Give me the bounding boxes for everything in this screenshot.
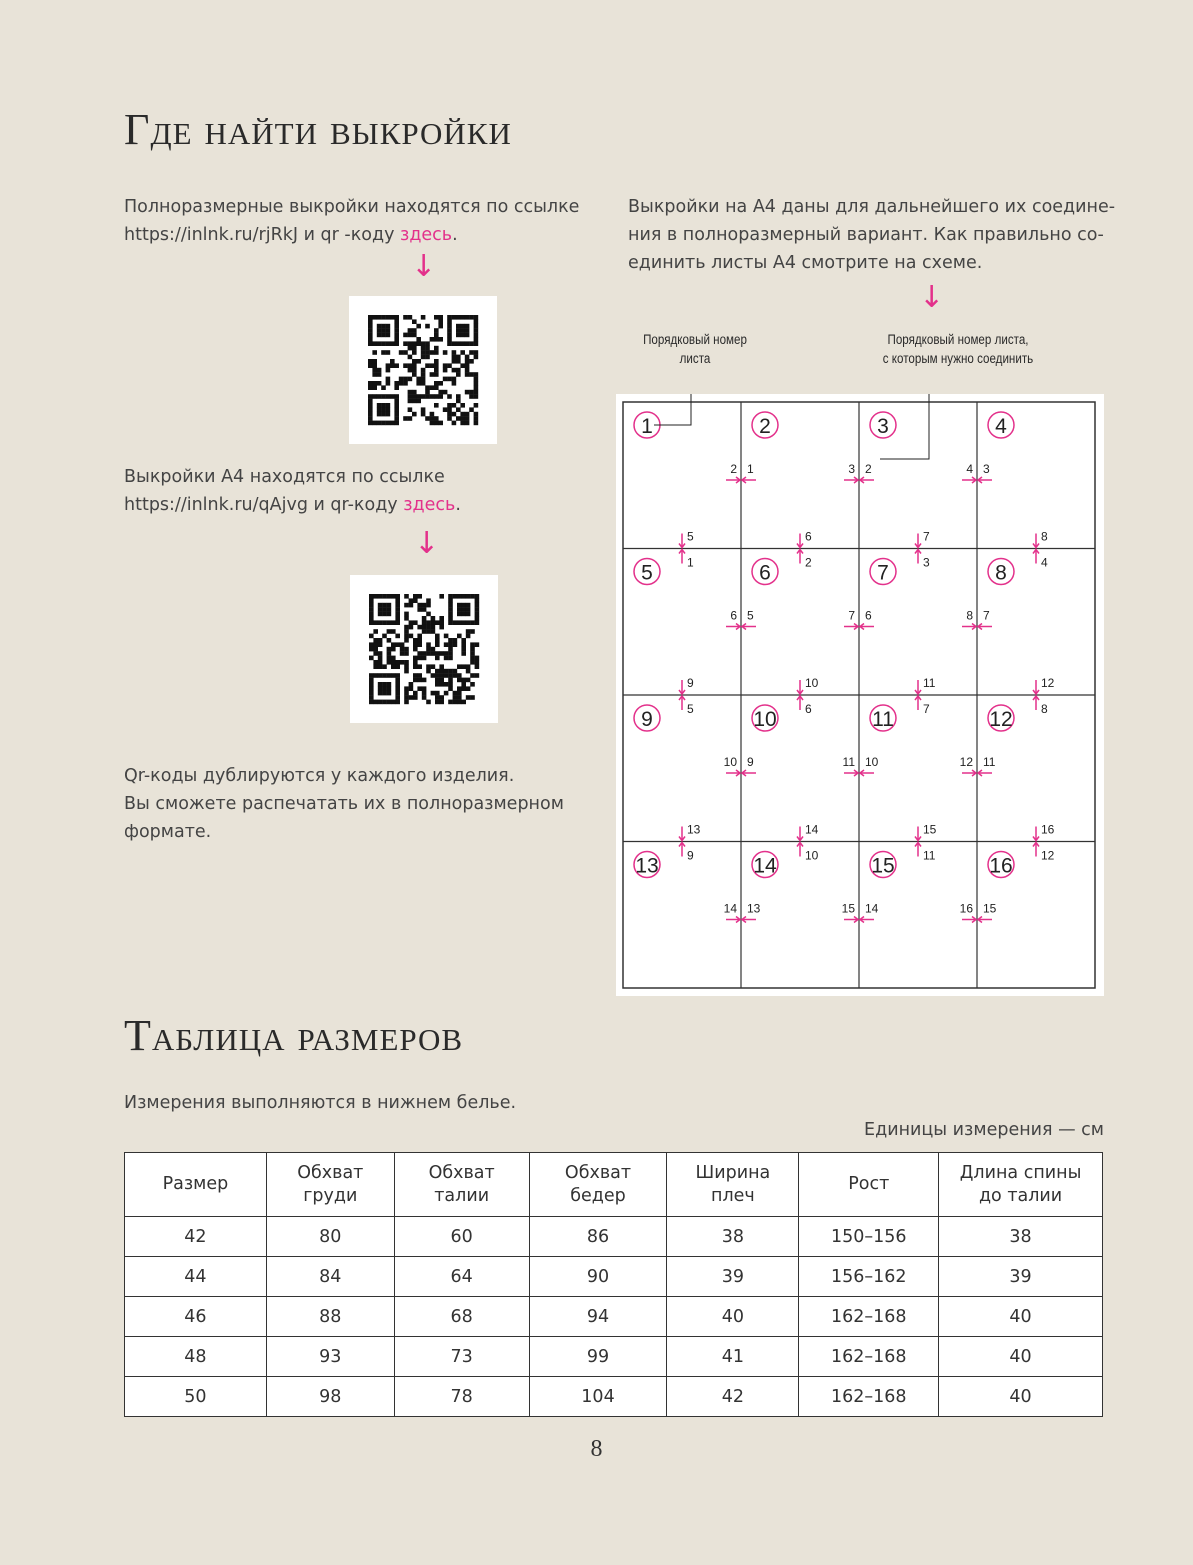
join-label: 8 [1041, 529, 1048, 544]
table-cell: 88 [266, 1297, 394, 1337]
join-label: 10 [723, 755, 737, 769]
a4-description: Выкройки на А4 даны для дальнейшего их соедине- ния в полноразмерный вариант. Как правильно со- единить листы А4 смотрите на схеме. [628, 197, 1116, 273]
join-label: 4 [1041, 555, 1048, 570]
a4-text: Выкройки А4 находятся по ссылке https://inlnk.ru/qAjvg и qr-коду здесь. [124, 463, 461, 519]
join-label: 8 [966, 608, 973, 623]
table-cell: 38 [939, 1217, 1103, 1257]
join-label: 8 [1041, 702, 1048, 716]
table-header-cell: Размер [125, 1153, 267, 1217]
qr-note: Qr-коды дублируются у каждого изделия. Вы сможете распечатать их в полноразмерном формате. [124, 766, 564, 842]
table-cell: 90 [529, 1257, 667, 1297]
table-cell: 98 [266, 1377, 394, 1417]
a4-here-link[interactable]: здесь [403, 495, 456, 515]
down-arrow-icon: ↓ [411, 249, 437, 284]
join-label: 15 [841, 901, 855, 916]
join-label: 6 [805, 702, 812, 716]
join-label: 11 [842, 755, 855, 769]
table-cell: 78 [394, 1377, 529, 1417]
join-label: 13 [687, 822, 701, 837]
table-cell: 44 [125, 1257, 267, 1297]
sheet-number: 14 [753, 854, 777, 878]
table-cell: 42 [667, 1377, 799, 1417]
sheet-number: 4 [995, 415, 1007, 438]
table-cell: 40 [939, 1377, 1103, 1417]
sheet-assembly-diagram [616, 394, 1104, 996]
sheet-number: 8 [995, 561, 1007, 585]
table-header-cell: Длина спины до талии [939, 1153, 1103, 1217]
join-label: 9 [747, 755, 754, 769]
sheet-number: 5 [641, 561, 653, 585]
join-label: 7 [923, 702, 930, 716]
join-label: 11 [983, 755, 996, 769]
table-intro: Измерения выполняются в нижнем белье. [124, 1093, 517, 1113]
sheet-number: 6 [759, 561, 771, 585]
qr-code-icon [350, 575, 498, 723]
down-arrow-icon: ↓ [414, 526, 440, 561]
table-cell: 39 [667, 1257, 799, 1297]
table-cell: 50 [125, 1377, 267, 1417]
sheet-number: 15 [871, 854, 895, 878]
table-row [125, 1297, 1103, 1337]
sheet-number: 16 [989, 854, 1013, 878]
table-cell: 48 [125, 1337, 267, 1377]
table-header-cell: Рост [799, 1153, 939, 1217]
a4-line1: Выкройки А4 находятся по ссылке [124, 467, 445, 487]
sheet-number: 7 [877, 561, 889, 585]
table-cell: 162–168 [799, 1377, 939, 1417]
join-label: 7 [983, 608, 990, 623]
join-label: 3 [923, 555, 930, 570]
join-label: 4 [966, 462, 973, 476]
table-header-cell: Обхват бедер [529, 1153, 667, 1217]
join-label: 10 [865, 755, 879, 769]
join-label: 10 [805, 848, 819, 863]
sheet-number: 10 [753, 708, 777, 731]
join-label: 5 [687, 529, 694, 544]
join-label: 14 [723, 901, 737, 916]
table-cell: 80 [266, 1217, 394, 1257]
join-label: 9 [687, 676, 694, 690]
units-note: Единицы измерения — см [864, 1120, 1104, 1140]
table-header-cell: Обхват груди [266, 1153, 394, 1217]
join-label: 13 [747, 901, 761, 916]
table-row [125, 1257, 1103, 1297]
qr-code-icon [349, 296, 497, 444]
down-arrow-icon: ↓ [919, 280, 945, 315]
sheet-number: 11 [872, 708, 894, 731]
table-cell: 40 [939, 1337, 1103, 1377]
qr-code-a4[interactable] [350, 575, 498, 723]
sheet-number: 3 [877, 415, 889, 438]
table-cell: 40 [939, 1297, 1103, 1337]
join-label: 14 [805, 822, 819, 837]
full-size-here-link[interactable]: здесь [400, 225, 453, 245]
join-label: 16 [959, 901, 973, 916]
join-label: 11 [923, 848, 936, 863]
label-join-sheet: Порядковый номер листа, с которым нужно соединить [882, 332, 1034, 366]
full-size-text: Полноразмерные выкройки находятся по ссылке https://inlnk.ru/rjRkJ и qr -коду здесь. [124, 193, 579, 249]
table-cell: 94 [529, 1297, 667, 1337]
join-label: 7 [923, 529, 930, 544]
table-cell: 60 [394, 1217, 529, 1257]
join-label: 3 [983, 462, 990, 476]
size-table [124, 1152, 1103, 1417]
table-cell: 73 [394, 1337, 529, 1377]
table-header-cell: Обхват талии [394, 1153, 529, 1217]
label-sheet-number: Порядковый номер листа [643, 332, 747, 366]
qr-code-full-size[interactable] [349, 296, 497, 444]
table-cell: 99 [529, 1337, 667, 1377]
table-cell: 38 [667, 1217, 799, 1257]
join-label: 5 [687, 702, 694, 716]
join-label: 5 [747, 608, 754, 623]
table-cell: 40 [667, 1297, 799, 1337]
sheet-number: 13 [635, 854, 659, 878]
join-label: 2 [865, 462, 872, 476]
table-cell: 46 [125, 1297, 267, 1337]
table-cell: 162–168 [799, 1337, 939, 1377]
sheet-number: 9 [641, 708, 653, 731]
join-label: 14 [865, 901, 879, 916]
table-cell: 104 [529, 1377, 667, 1417]
join-label: 12 [1041, 676, 1055, 690]
table-header-row [125, 1153, 1103, 1217]
table-cell: 42 [125, 1217, 267, 1257]
join-label: 6 [805, 529, 812, 544]
join-label: 9 [687, 848, 694, 863]
join-label: 11 [923, 676, 936, 690]
table-cell: 68 [394, 1297, 529, 1337]
join-label: 6 [865, 608, 872, 623]
join-label: 12 [959, 755, 973, 769]
join-label: 12 [1041, 848, 1055, 863]
join-label: 15 [923, 822, 937, 837]
table-cell: 93 [266, 1337, 394, 1377]
table-cell: 162–168 [799, 1297, 939, 1337]
join-label: 10 [805, 676, 819, 690]
join-label: 15 [983, 901, 997, 916]
join-label: 16 [1041, 822, 1055, 837]
table-row [125, 1377, 1103, 1417]
table-cell: 156–162 [799, 1257, 939, 1297]
join-label: 2 [730, 462, 737, 476]
join-label: 1 [687, 555, 694, 570]
size-table-title: Таблица размеров [124, 1011, 464, 1060]
table-cell: 64 [394, 1257, 529, 1297]
table-cell: 39 [939, 1257, 1103, 1297]
join-label: 7 [848, 608, 855, 623]
table-row [125, 1337, 1103, 1377]
table-row [125, 1217, 1103, 1257]
sheet-number: 2 [759, 415, 771, 438]
page-number: 8 [590, 1436, 603, 1462]
table-cell: 84 [266, 1257, 394, 1297]
join-label: 1 [747, 462, 754, 476]
join-label: 6 [730, 608, 737, 623]
table-cell: 150–156 [799, 1217, 939, 1257]
patterns-title: Где найти выкройки [124, 105, 512, 154]
join-label: 3 [848, 462, 855, 476]
sheet-number: 12 [989, 708, 1013, 731]
sheet-number: 1 [641, 415, 653, 438]
table-cell: 41 [667, 1337, 799, 1377]
table-header-cell: Ширина плеч [667, 1153, 799, 1217]
a4-link-text: https://inlnk.ru/qAjvg и qr-коду [124, 495, 404, 515]
full-size-link-text: https://inlnk.ru/rjRkJ и qr -коду [124, 225, 401, 245]
table-cell: 86 [529, 1217, 667, 1257]
full-size-line1: Полноразмерные выкройки находятся по ссылке [124, 197, 580, 217]
join-label: 2 [805, 555, 812, 570]
